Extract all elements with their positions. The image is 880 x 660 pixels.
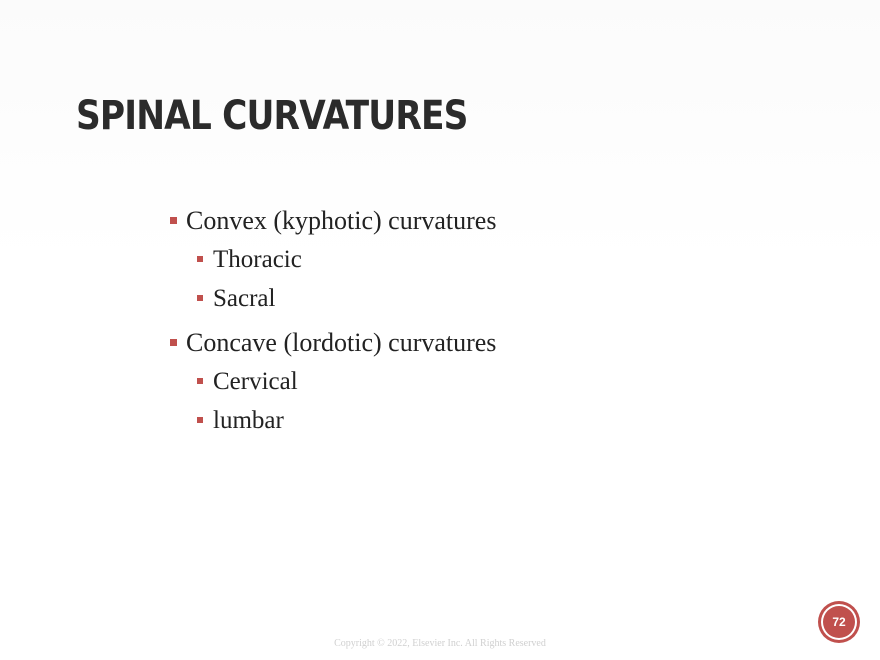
sub-bullet-item bbox=[197, 401, 770, 440]
square-bullet-icon bbox=[197, 295, 203, 301]
square-bullet-icon bbox=[197, 378, 203, 384]
sub-bullet-item bbox=[197, 362, 770, 401]
sub-bullet-item bbox=[197, 240, 770, 279]
square-bullet-icon bbox=[197, 256, 203, 262]
bullet-item bbox=[170, 324, 770, 362]
bullet-text: Convex (kyphotic) curvatures bbox=[186, 206, 497, 235]
sub-bullet-item bbox=[197, 279, 770, 318]
square-bullet-icon bbox=[170, 217, 177, 224]
sub-bullet-text: lumbar bbox=[213, 407, 284, 434]
bullet-text: Concave (lordotic) curvatures bbox=[186, 328, 497, 357]
sub-bullet-text: Thoracic bbox=[213, 246, 302, 273]
square-bullet-icon bbox=[170, 339, 177, 346]
page-number-badge bbox=[821, 604, 857, 640]
square-bullet-icon bbox=[197, 417, 203, 423]
bullet-group-convex bbox=[170, 202, 770, 318]
bullet-list bbox=[170, 202, 770, 446]
sub-bullet-text: Sacral bbox=[213, 285, 276, 312]
slide-title: SPINAL CURVATURES bbox=[76, 93, 468, 139]
copyright-footer: Copyright © 2022, Elsevier Inc. All Rights Reserved bbox=[334, 638, 546, 649]
sub-bullet-text: Cervical bbox=[213, 368, 298, 395]
page-number: 72 bbox=[832, 615, 846, 629]
bullet-item bbox=[170, 202, 770, 240]
bullet-group-concave bbox=[170, 324, 770, 440]
